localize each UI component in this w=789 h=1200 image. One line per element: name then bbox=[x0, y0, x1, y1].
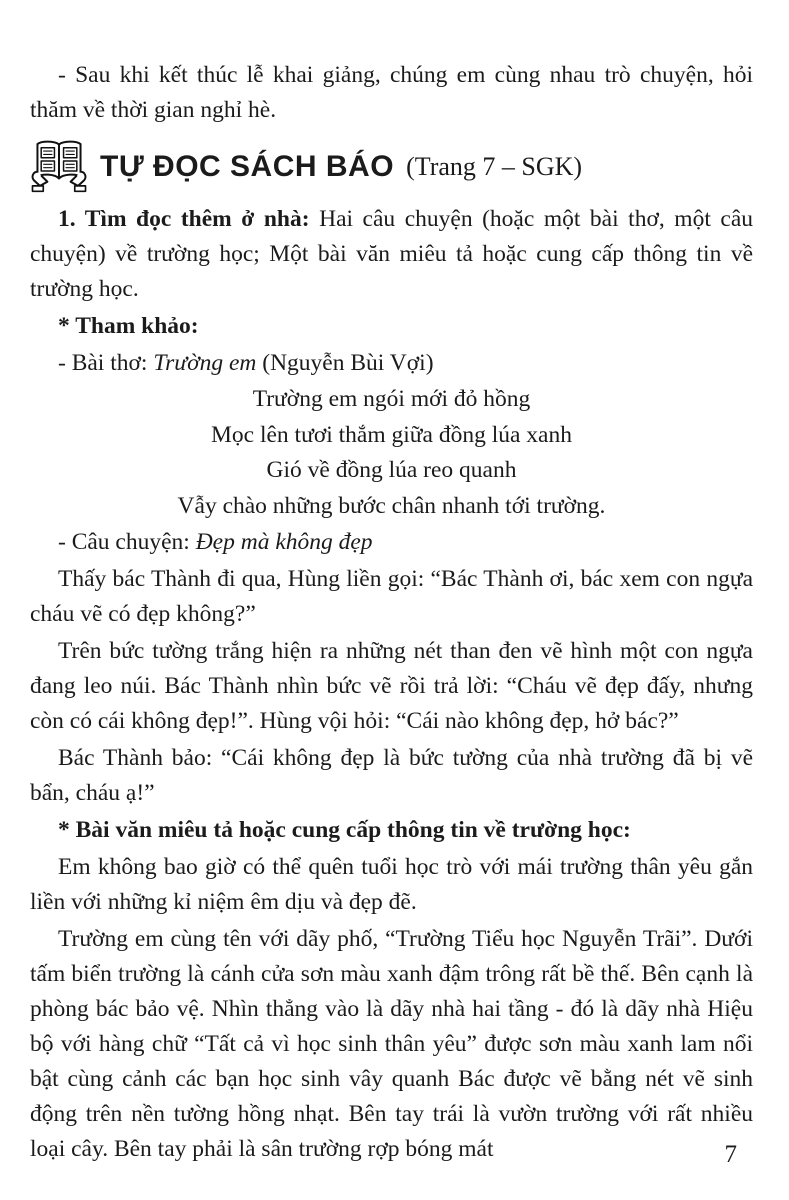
task1-text: Hai câu chuyện (hoặc một bài thơ, một câu chuyện) về trường học; Một bài văn miêu tả hoặc cung cấp thông tin về trường học. bbox=[30, 206, 754, 302]
story-intro-prefix: - Câu chuyện: bbox=[58, 529, 196, 555]
poem-intro-prefix: - Bài thơ: bbox=[58, 350, 154, 376]
story-intro-line bbox=[30, 525, 753, 560]
poem-title: Trường em bbox=[153, 350, 257, 376]
page-number: 7 bbox=[724, 1141, 737, 1168]
poem-line: Gió về đồng lúa reo quanh bbox=[266, 457, 517, 483]
essay-heading: * Bài văn miêu tả hoặc cung cấp thông tin về trường học: bbox=[58, 817, 631, 843]
section-heading bbox=[30, 138, 753, 194]
story-paragraph: Trên bức tường trắng hiện ra những nét than đen vẽ hình một con ngựa đang leo núi. Bác Thành nhìn bức vẽ rồi trả lời: “Cháu vẽ đẹp đấy, nhưng còn có cái không đẹp!”. Hùng vội hỏi: “Cái nào không đẹp, hở bác?” bbox=[30, 638, 753, 734]
poem-line: Trường em ngói mới đỏ hồng bbox=[252, 386, 531, 412]
poem-author: (Nguyễn Bùi Vợi) bbox=[256, 350, 434, 376]
reference-label: * Tham khảo: bbox=[58, 313, 199, 339]
poem-block bbox=[30, 382, 753, 524]
poem-line: Vẫy chào những bước chân nhanh tới trường. bbox=[177, 492, 606, 519]
intro-paragraph: - Sau khi kết thúc lễ khai giảng, chúng em cùng nhau trò chuyện, hỏi thăm về thời gian nghỉ hè. bbox=[30, 62, 753, 123]
story-paragraph: Bác Thành bảo: “Cái không đẹp là bức tường của nhà trường đã bị vẽ bẩn, cháu ạ!” bbox=[30, 745, 753, 806]
essay-paragraph: Em không bao giờ có thể quên tuổi học trò với mái trường thân yêu gắn liền với những kỉ niệm êm dịu và đẹp đẽ. bbox=[30, 854, 753, 915]
task1-paragraph bbox=[30, 202, 753, 307]
story-title: Đẹp mà không đẹp bbox=[195, 529, 373, 555]
task1-label: 1. Tìm đọc thêm ở nhà: bbox=[58, 206, 320, 232]
book-in-hands-icon bbox=[30, 138, 88, 194]
section-title: TỰ ĐỌC SÁCH BÁO bbox=[100, 149, 395, 183]
essay-paragraph: Trường em cùng tên với dãy phố, “Trường Tiểu học Nguyễn Trãi”. Dưới tấm biển trường là cánh cửa sơn màu xanh đậm trông rất bề thế. Bên cạnh là phòng bác bảo vệ. Nhìn thẳng vào là dãy nhà hai tầng - đó là dãy nhà Hiệu bộ với hàng chữ “Tất cả vì học sinh thân yêu” được sơn màu xanh lam nổi bật cùng cảnh các bạn học sinh vây quanh Bác được vẽ bằng nét vẽ sinh động trên nền tường hồng nhạt. Bên tay trái là vườn trường với rất nhiều loại cây. Bên tay phải là sân trường rợp bóng mát bbox=[30, 926, 753, 1162]
poem-intro-line bbox=[30, 346, 753, 381]
poem-line: Mọc lên tươi thắm giữa đồng lúa xanh bbox=[211, 421, 572, 448]
story-paragraph: Thấy bác Thành đi qua, Hùng liền gọi: “Bác Thành ơi, bác xem con ngựa cháu vẽ có đẹp không?” bbox=[30, 566, 753, 627]
section-subtitle: (Trang 7 – SGK) bbox=[406, 151, 583, 181]
